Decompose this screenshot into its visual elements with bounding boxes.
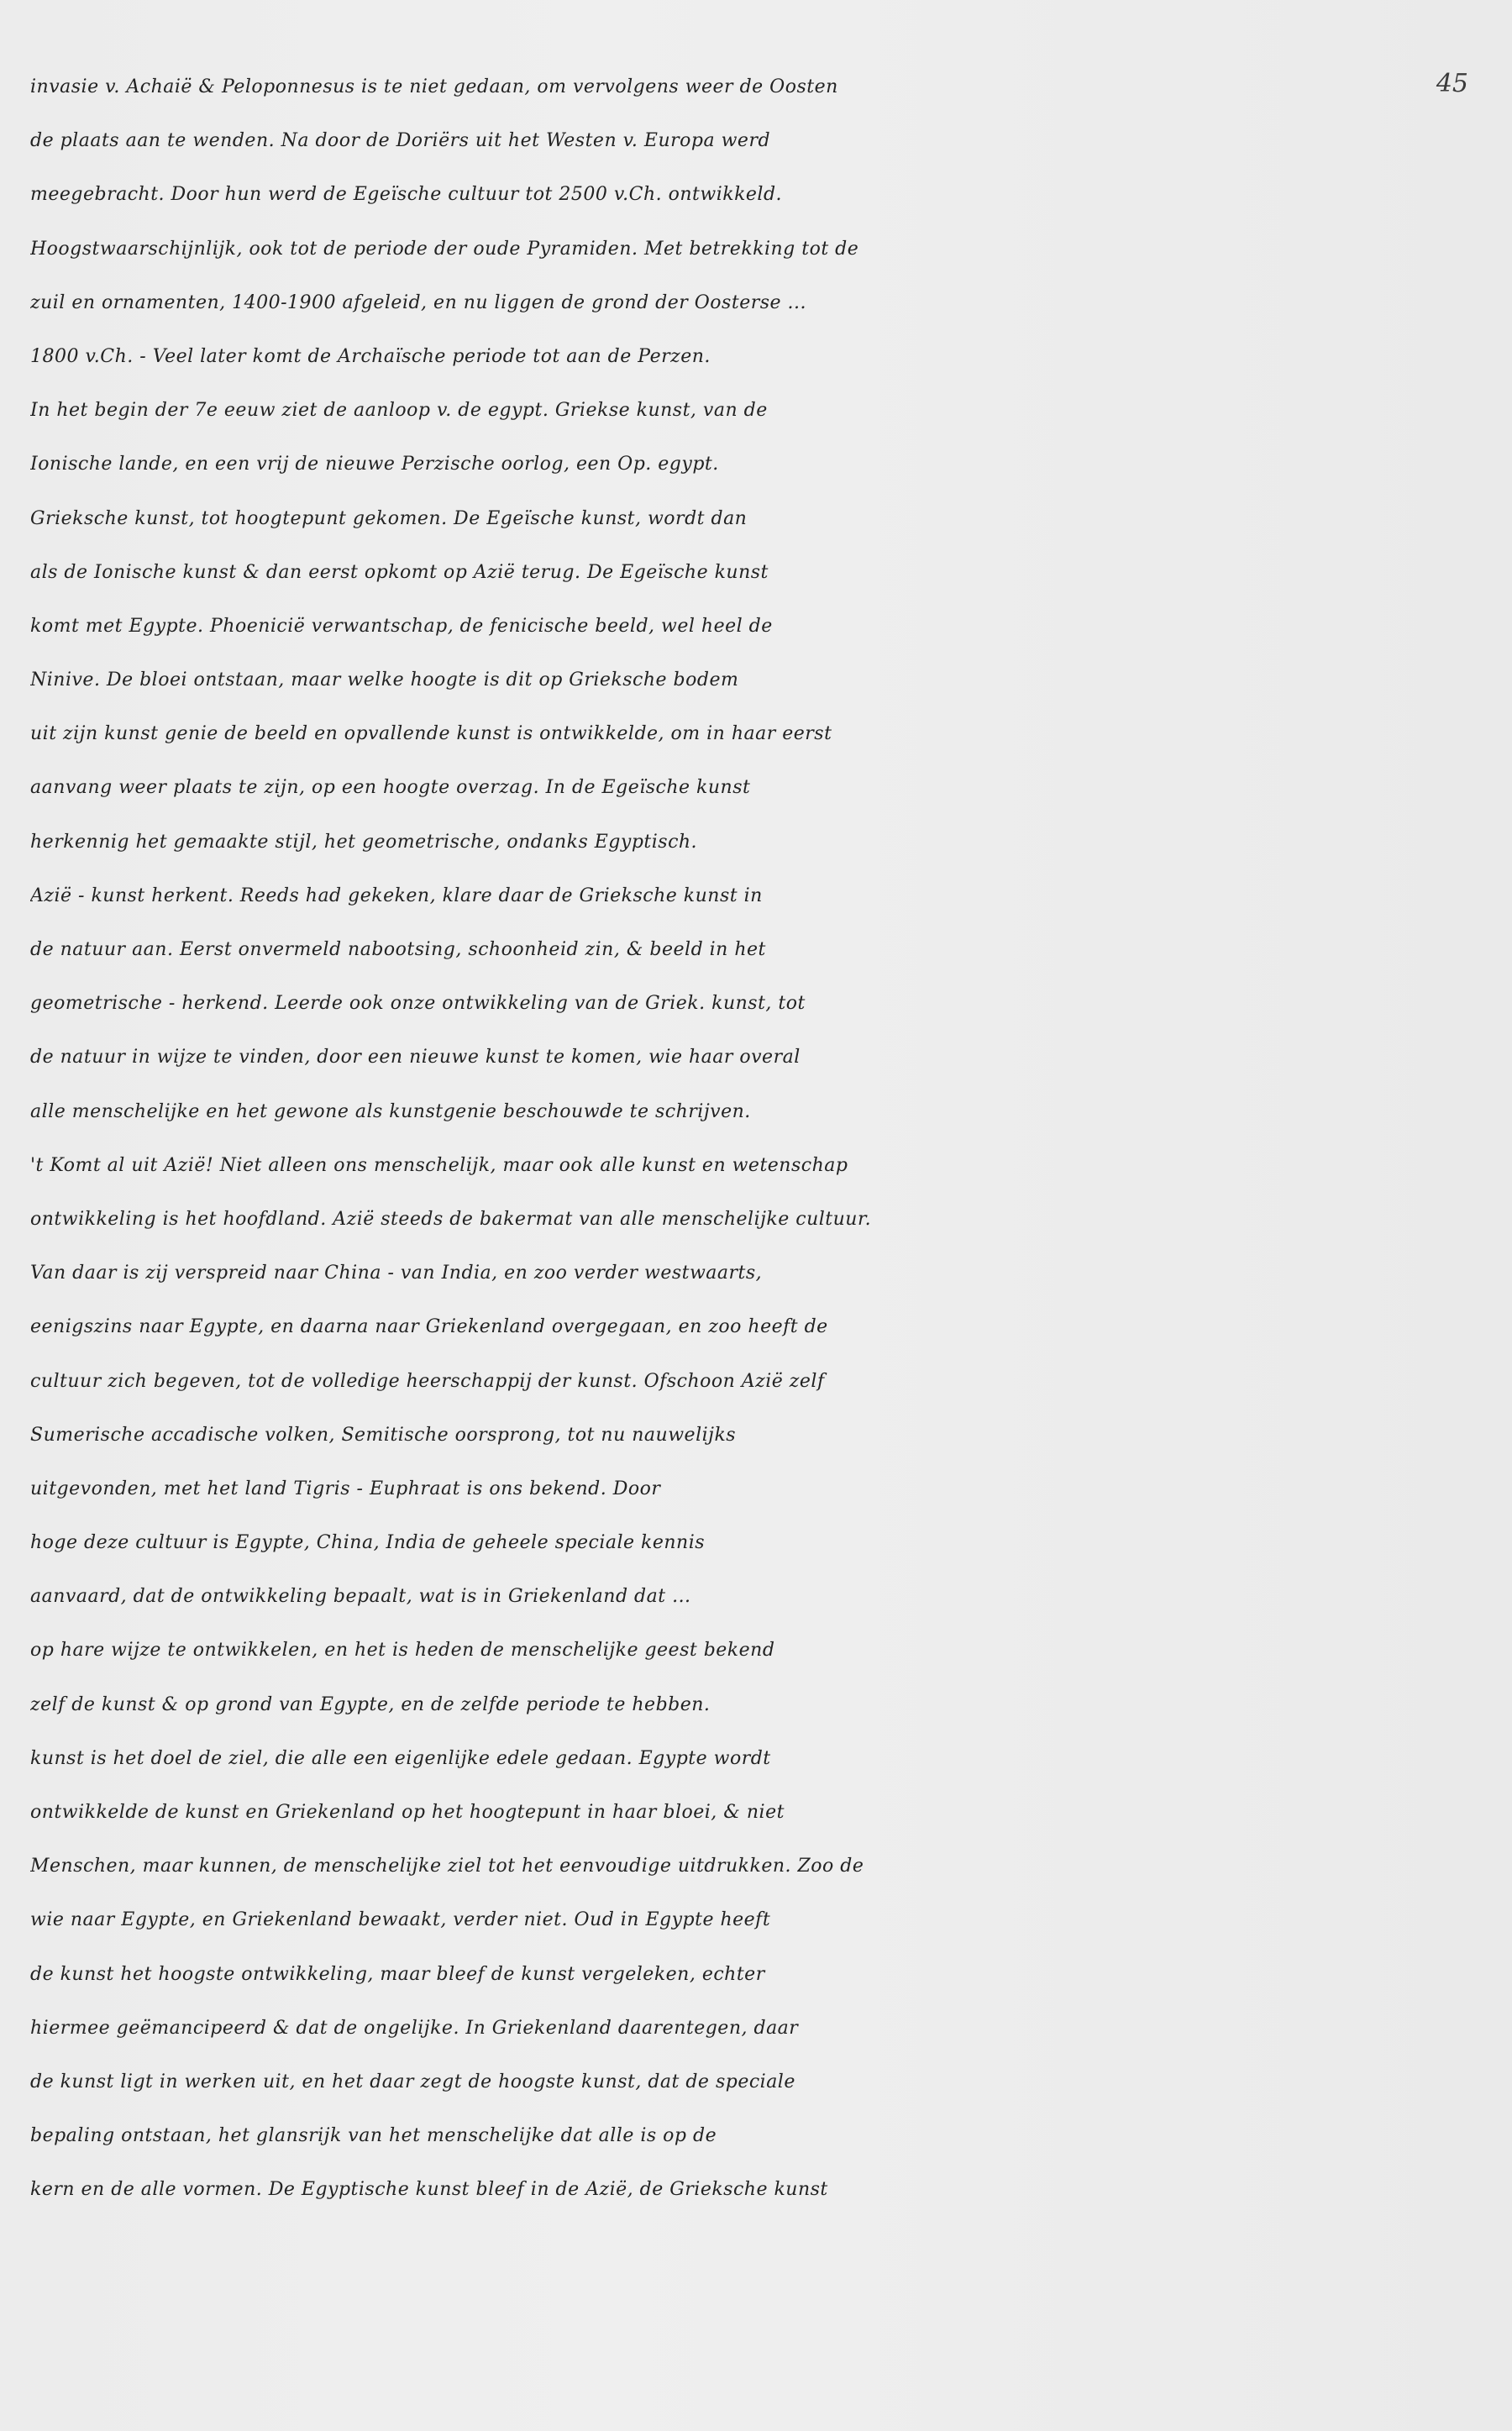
text-line: herkennig het gemaakte stijl, het geometrische, ondanks Egyptisch. xyxy=(30,831,698,853)
text-line: In het begin der 7e eeuw ziet de aanloop v. de egypt. Griekse kunst, van de xyxy=(30,400,768,422)
text-line: Ninive. De bloei ontstaan, maar welke hoogte is dit op Grieksche bodem xyxy=(30,669,739,691)
text-line: de plaats aan te wenden. Na door de Doriërs uit het Westen v. Europa werd xyxy=(30,130,771,152)
text-line: Hoogstwaarschijnlijk, ook tot de periode der oude Pyramiden. Met betrekking tot de xyxy=(30,238,859,260)
text-line: geometrische - herkend. Leerde ook onze ontwikkeling van de Griek. kunst, tot xyxy=(30,993,806,1015)
text-line: Menschen, maar kunnen, de menschelijke ziel tot het eenvoudige uitdrukken. Zoo de xyxy=(30,1856,864,1877)
text-line: Van daar is zij verspreid naar China - van India, en zoo verder westwaarts, xyxy=(30,1263,763,1284)
text-line: als de Ionische kunst & dan eerst opkomt op Azië terug. De Egeïsche kunst xyxy=(30,561,769,583)
text-line: 't Komt al uit Azië! Niet alleen ons menschelijk, maar ook alle kunst en wetenschap xyxy=(30,1154,848,1176)
text-line: hoge deze cultuur is Egypte, China, India de geheele speciale kennis xyxy=(30,1532,706,1554)
text-line: alle menschelijke en het gewone als kunstgenie beschouwde te schrijven. xyxy=(30,1100,751,1122)
text-line: de kunst het hoogste ontwikkeling, maar bleef de kunst vergeleken, echter xyxy=(30,1963,765,1985)
text-line: hiermee geëmancipeerd & dat de ongelijke. In Griekenland daarentegen, daar xyxy=(30,2017,799,2039)
text-line: kern en de alle vormen. De Egyptische kunst bleef in de Azië, de Grieksche kunst xyxy=(30,2179,828,2201)
text-line: 1800 v.Ch. - Veel later komt de Archaïsche periode tot aan de Perzen. xyxy=(30,345,711,367)
text-line: ontwikkelde de kunst en Griekenland op het hoogtepunt in haar bloei, & niet xyxy=(30,1802,785,1823)
text-line: ontwikkeling is het hoofdland. Azië steeds de bakermat van alle menschelijke cultuur. xyxy=(30,1208,872,1230)
text-line: kunst is het doel de ziel, die alle een eigenlijke edele gedaan. Egypte wordt xyxy=(30,1747,771,1769)
text-line: uit zijn kunst genie de beeld en opvallende kunst is ontwikkelde, om in haar eerst xyxy=(30,723,832,745)
text-line: zuil en ornamenten, 1400-1900 afgeleid, en nu liggen de grond der Oosterse ... xyxy=(30,291,807,313)
text-line: Azië - kunst herkent. Reeds had gekeken, klare daar de Grieksche kunst in xyxy=(30,885,763,906)
text-line: meegebracht. Door hun werd de Egeïsche cultuur tot 2500 v.Ch. ontwikkeld. xyxy=(30,184,783,206)
text-line: Sumerische accadische volken, Semitische oorsprong, tot nu nauwelijks xyxy=(30,1424,737,1446)
text-line: bepaling ontstaan, het glansrijk van het menschelijke dat alle is op de xyxy=(30,2125,717,2147)
text-line: invasie v. Achaië & Peloponnesus is te niet gedaan, om vervolgens weer de Oosten xyxy=(30,76,838,97)
text-line: aanvaard, dat de ontwikkeling bepaalt, wat is in Griekenland dat ... xyxy=(30,1586,691,1608)
text-line: aanvang weer plaats te zijn, op een hoogte overzag. In de Egeïsche kunst xyxy=(30,777,751,799)
text-line: de natuur aan. Eerst onvermeld nabootsing, schoonheid zin, & beeld in het xyxy=(30,939,766,960)
text-line: eenigszins naar Egypte, en daarna naar Griekenland overgegaan, en zoo heeft de xyxy=(30,1316,828,1338)
page-number: 45 xyxy=(1436,69,1468,98)
text-line: op hare wijze te ontwikkelen, en het is heden de menschelijke geest bekend xyxy=(30,1640,775,1662)
text-line: Grieksche kunst, tot hoogtepunt gekomen. De Egeïsche kunst, wordt dan xyxy=(30,507,748,529)
text-line: de natuur in wijze te vinden, door een nieuwe kunst te komen, wie haar overal xyxy=(30,1047,801,1068)
text-line: cultuur zich begeven, tot de volledige heerschappij der kunst. Ofschoon Azië zelf xyxy=(30,1370,825,1392)
text-line: de kunst ligt in werken uit, en het daar zegt de hoogste kunst, dat de speciale xyxy=(30,2071,795,2092)
text-line: komt met Egypte. Phoenicië verwantschap, de fenicische beeld, wel heel de xyxy=(30,615,773,637)
handwritten-text-block xyxy=(30,60,1458,2218)
text-line: Ionische lande, en een vrij de nieuwe Perzische oorlog, een Op. egypt. xyxy=(30,454,719,475)
text-line: uitgevonden, met het land Tigris - Euphraat is ons bekend. Door xyxy=(30,1478,661,1499)
text-line: wie naar Egypte, en Griekenland bewaakt, verder niet. Oud in Egypte heeft xyxy=(30,1909,771,1931)
text-line: zelf de kunst & op grond van Egypte, en de zelfde periode te hebben. xyxy=(30,1693,711,1715)
